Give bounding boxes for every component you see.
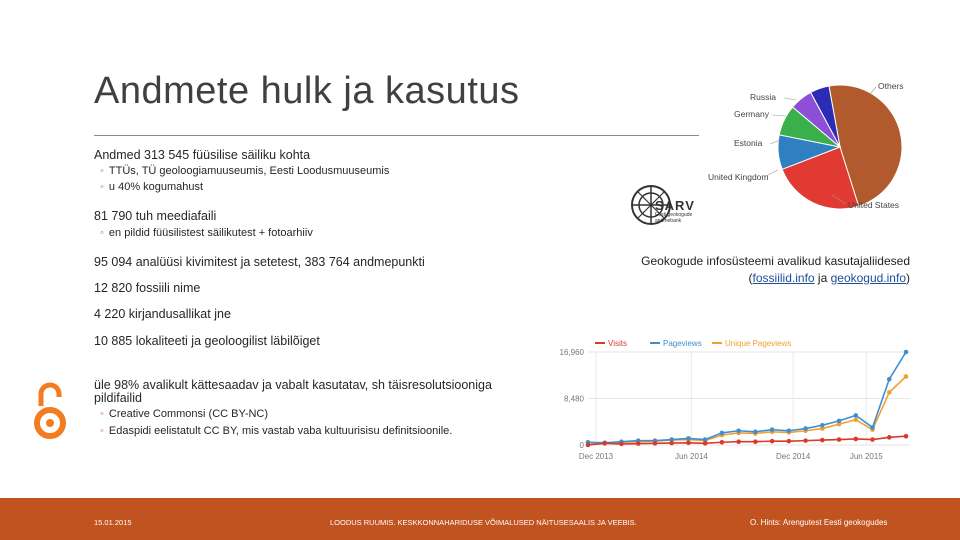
- list-item: [100, 227, 313, 239]
- paragraph-specimens: Andmed 313 545 füüsilise säiliku kohta: [94, 148, 311, 162]
- data-point: [837, 419, 842, 424]
- caption-line1: Geokogude infosüsteemi avalikud kasutajaliidesed: [641, 254, 910, 268]
- data-point: [787, 439, 792, 444]
- list-item-text: en pildid füüsilistest säilikutest + fotoarhiiv: [108, 227, 313, 239]
- pie-label: United Kingdom: [708, 172, 769, 182]
- data-point: [887, 435, 892, 440]
- footer-author: O. Hints: Arengutest Eesti geokogudes: [750, 518, 888, 527]
- pie-label: Estonia: [734, 138, 763, 148]
- caption-close-paren: ): [906, 271, 910, 285]
- sarv-logo-sub2: andmebank: [655, 218, 682, 224]
- fossiilid-link[interactable]: fossiilid.info: [752, 271, 815, 285]
- data-point: [820, 423, 825, 428]
- data-point: [870, 437, 875, 442]
- data-point: [853, 437, 858, 442]
- series-line-pageviews: [588, 352, 906, 443]
- list-item: [100, 425, 452, 437]
- x-tick-label: Dec 2013: [578, 452, 614, 461]
- data-point: [736, 439, 741, 444]
- data-point: [904, 434, 909, 439]
- data-point: [602, 441, 607, 446]
- y-tick-label: 16,960: [559, 348, 584, 357]
- slide-title: Andmete hulk ja kasutus: [94, 70, 520, 112]
- legend-label: Pageviews: [663, 339, 702, 348]
- bullet-icon: ◦: [100, 425, 104, 437]
- data-point: [803, 438, 808, 443]
- open-access-icon: [33, 380, 67, 442]
- data-point: [870, 425, 875, 430]
- x-tick-label: Jun 2014: [674, 452, 708, 461]
- y-tick-label: 0: [579, 441, 584, 450]
- bullet-icon: ◦: [100, 165, 104, 177]
- pie-label: Others: [878, 81, 904, 91]
- bullet-icon: ◦: [100, 181, 104, 193]
- paragraph-media: 81 790 tuh meediafaili: [94, 209, 217, 223]
- data-point: [636, 441, 641, 446]
- pageviews-line-chart: [550, 330, 915, 465]
- data-point: [820, 438, 825, 443]
- bullet-icon: ◦: [100, 408, 104, 420]
- paragraph-open-access: üle 98% avalikult kättesaadav ja vabalt kasutatav, sh täisresolutsiooniga: [94, 378, 492, 392]
- footer-bar: [0, 498, 960, 540]
- x-tick-label: Jun 2015: [849, 452, 883, 461]
- list-item: [100, 408, 268, 420]
- paragraph-localities: 10 885 lokaliteeti ja geoloogilist läbilõiget: [94, 334, 320, 348]
- legend-label: Unique Pageviews: [725, 339, 792, 348]
- list-item-text: Edaspidi eelistatult CC BY, mis vastab vaba kultuurisisu definitsioonile.: [108, 425, 453, 437]
- pie-label: United States: [848, 200, 900, 210]
- data-point: [770, 439, 775, 444]
- caption: [560, 253, 910, 287]
- list-item: [100, 181, 203, 193]
- data-point: [904, 374, 909, 379]
- data-point: [736, 428, 741, 433]
- data-point: [669, 441, 674, 446]
- data-point: [753, 439, 758, 444]
- data-point: [753, 430, 758, 435]
- data-point: [853, 417, 858, 422]
- title-divider: [94, 135, 699, 136]
- bullet-icon: ◦: [100, 227, 104, 239]
- data-point: [653, 441, 658, 446]
- pie-leader-line: [772, 115, 786, 116]
- data-point: [686, 436, 691, 441]
- y-tick-label: 8,480: [563, 394, 584, 404]
- caption-and: ja: [814, 271, 831, 285]
- list-item-text: Creative Commonsi (CC BY-NC): [108, 408, 269, 420]
- list-item-text: u 40% kogumahust: [108, 181, 204, 193]
- geokogud-link[interactable]: geokogud.info: [830, 271, 906, 285]
- data-point: [837, 437, 842, 442]
- pie-leader-line: [784, 98, 796, 100]
- data-point: [720, 440, 725, 445]
- country-pie-chart: [700, 70, 915, 220]
- pie-label: Germany: [734, 109, 769, 119]
- data-point: [803, 426, 808, 431]
- data-point: [686, 441, 691, 446]
- data-point: [904, 350, 909, 355]
- data-point: [787, 428, 792, 433]
- paragraph-analyses: 95 094 analüüsi kivimitest ja setetest, 383 764 andmepunkti: [94, 255, 425, 269]
- data-point: [586, 443, 591, 448]
- paragraph-open-access-cont: pildifailid: [94, 391, 142, 405]
- pie-label: Russia: [750, 92, 776, 102]
- paragraph-literature: 4 220 kirjandusallikat jne: [94, 307, 231, 321]
- footer-date: 15.01.2015: [94, 518, 132, 527]
- list-item: [100, 165, 389, 177]
- data-point: [619, 442, 624, 447]
- data-point: [887, 377, 892, 382]
- caption-line2: [560, 270, 910, 287]
- caption-open-paren: (: [748, 271, 753, 285]
- paragraph-fossils: 12 820 fossiili nime: [94, 281, 201, 295]
- footer-title: LOODUS RUUMIS. KESKKONNAHARIDUSE VÕIMALUSED NÄITUSESAALIS JA VEEBIS.: [330, 518, 637, 527]
- data-point: [703, 441, 708, 446]
- list-item-text: TTÜs, TÜ geoloogiamuuseumis, Eesti Loodusmuuseumis: [108, 165, 390, 177]
- legend-label: Visits: [608, 339, 627, 348]
- data-point: [770, 427, 775, 432]
- pie-leader-line: [870, 87, 876, 94]
- data-point: [887, 390, 892, 395]
- sarv-logo-sub: [655, 212, 692, 224]
- x-tick-label: Dec 2014: [776, 452, 811, 461]
- data-point: [720, 431, 725, 436]
- data-point: [853, 413, 858, 418]
- sarv-logo-name: SARV: [655, 198, 695, 213]
- series-line-unique-pageviews: [588, 376, 906, 443]
- sarv-logo-sub1: Eesti geokogude: [655, 212, 693, 218]
